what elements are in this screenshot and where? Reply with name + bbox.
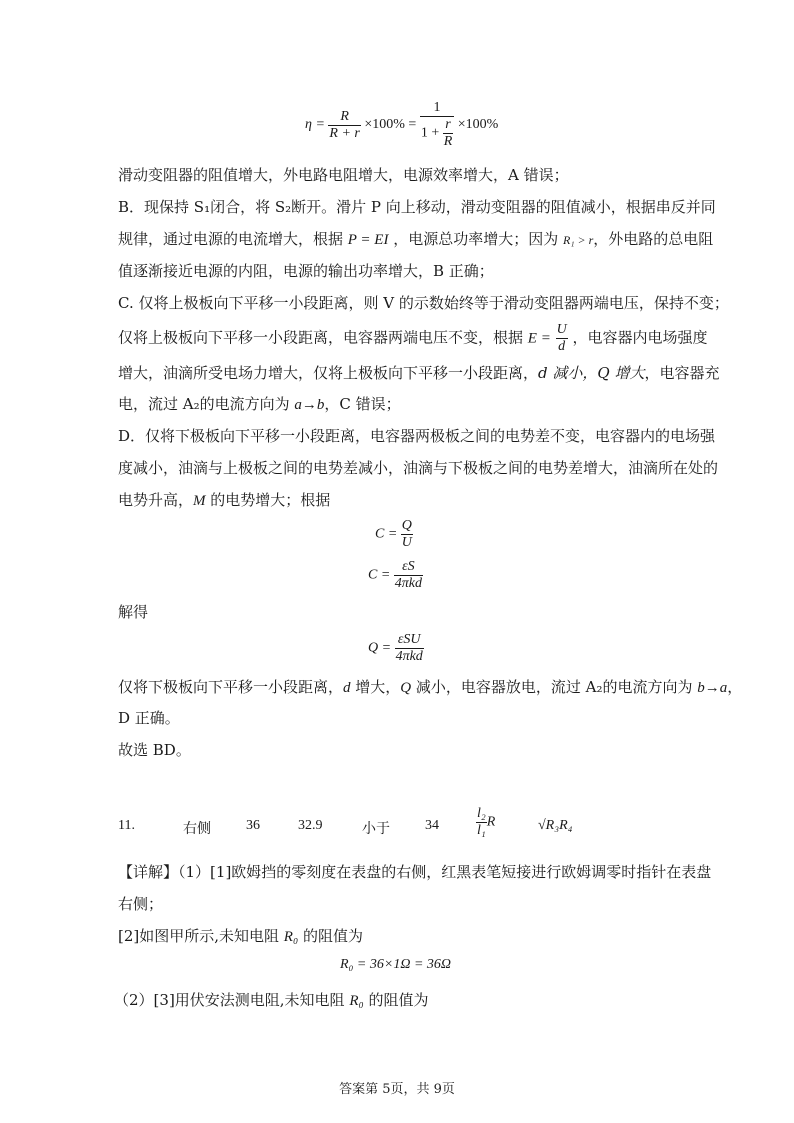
- efficiency-equation: η = $\frac{R}{R + r}$ ×100% = 1 1 + $\frac{r}{R}$ ×100%: [305, 100, 499, 149]
- answer-7: √R₃R₄: [538, 818, 573, 833]
- detail-line-1: 【详解】（1）[1]欧姆挡的零刻度在表盘的右侧，红黑表笔短接进行欧姆调零时指针在表盘: [118, 863, 712, 881]
- text-line-3: 规律，通过电源的电流增大，根据 P = EI ，电源总功率增大；因为 R₁ > r，外电路的总电阻: [118, 230, 714, 248]
- fraction-r-over-rplusr: $\frac{R}{R + r}$: [329, 108, 360, 141]
- resistance-inequality: R₁ > r: [563, 233, 594, 247]
- detail-line-4: （2）[3]用伏安法测电阻,未知电阻 R₀ 的阻值为: [114, 991, 429, 1009]
- text-line-1: 滑动变阻器的阻值增大，外电路电阻增大，电源效率增大，A 错误；: [118, 166, 569, 184]
- text-line-13: D 正确。: [118, 709, 180, 727]
- eta-lhs: η =: [305, 117, 325, 133]
- detail-line-3: [2]如图甲所示,未知电阻 R₀ 的阻值为: [118, 927, 363, 945]
- resistance-equation: R₀ = 36×1Ω = 36Ω: [340, 957, 452, 972]
- text-line-5: C. 仅将上极板向下平移一小段距离，则 V 的示数始终等于滑动变阻器两端电压，保持不变；: [118, 294, 729, 312]
- answer-2: 36: [246, 818, 260, 833]
- charge-equation: Q = $\frac{\text{εSU}}{\text{4πkd}}$: [368, 632, 423, 664]
- field-fraction: $\frac{U}{d}$: [556, 322, 567, 354]
- answer-6: $\frac{\text{l₂}}{\text{l₁}}$ R: [477, 806, 496, 838]
- text-line-4: 值逐渐接近电源的内阻，电源的输出功率增大，B 正确；: [118, 262, 494, 280]
- detail-line-2: 右侧；: [118, 895, 164, 913]
- text-line-11: 电势升高，M 的电势增大；根据: [118, 491, 331, 509]
- text-line-8: 电，流过 A₂的电流方向为 a→b，C 错误；: [118, 395, 401, 413]
- capacitance-equation-2: C = $\frac{\varepsilon S}{\text{4πkd}}$: [368, 559, 423, 591]
- answer-3: 32.9: [298, 818, 323, 833]
- answer-number: 11.: [118, 818, 135, 833]
- text-line-7: 增大，油滴所受电场力增大，仅将上极板向下平移一小段距离，d 减小，Q 增大，电容器充: [118, 364, 720, 382]
- text-line-9: D．仅将下极板向下平移一小段距离，电容器两极板之间的电势差不变，电容器内的电场强: [118, 427, 716, 445]
- answer-1: 右侧: [183, 821, 211, 837]
- jiede-label: 解得: [118, 603, 149, 621]
- answer-5: 34: [425, 818, 439, 833]
- page-footer: 答案第 5页，共 9页: [339, 1082, 455, 1097]
- answer-4: 小于: [362, 821, 390, 837]
- text-line-2: B．现保持 S₁闭合，将 S₂断开。滑片 P 向上移动，滑动变阻器的阻值减小，根据串反并同: [118, 198, 716, 216]
- capacitance-equation-1: C = $\frac{Q}{U}$: [375, 518, 412, 550]
- text-line-6: 仅将上极板向下平移一小段距离，电容器两端电压不变，根据 E = $\frac{U}{d}$ ，电容器内电场强度: [118, 322, 708, 354]
- text-line-14: 故选 BD。: [118, 741, 191, 759]
- text-line-10: 度减小，油滴与上极板之间的电势差减小，油滴与下极板之间的电势差增大，油滴所在处的: [118, 459, 719, 477]
- text-line-12: 仅将下极板向下平移一小段距离，d 增大，Q 减小，电容器放电，流过 A₂的电流方向为 b→a，: [118, 678, 743, 696]
- power-formula: P = EI: [347, 232, 389, 248]
- fraction-one-over-1plus-r-over-R: 1 1 + $\frac{r}{R}$: [420, 100, 453, 149]
